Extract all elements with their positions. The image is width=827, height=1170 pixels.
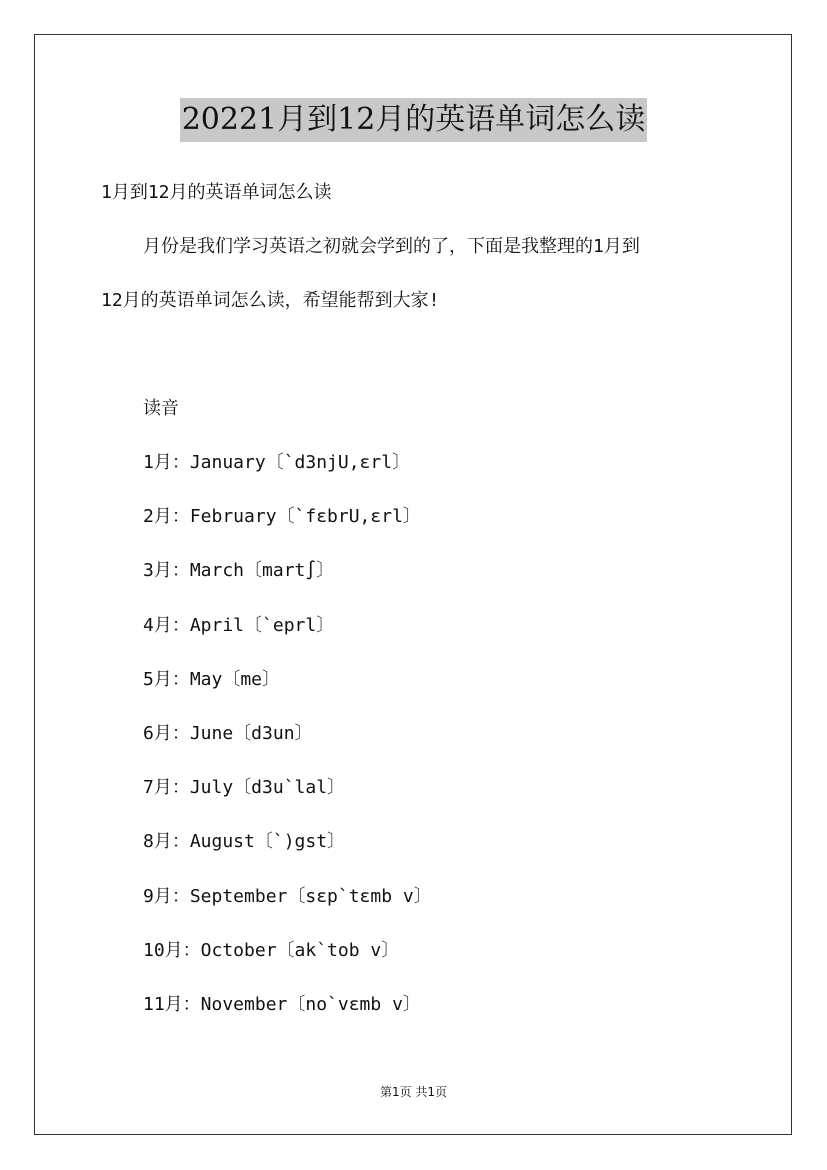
section-heading-pronunciation: 读音: [143, 398, 179, 419]
month-item-october: 10月：October〔ak`tob v〕: [143, 939, 400, 961]
month-item-may: 5月：May〔me〕: [143, 668, 281, 690]
document-subtitle: 1月到12月的英语单词怎么读: [101, 182, 332, 203]
month-item-august: 8月：August〔`)gst〕: [143, 831, 346, 853]
month-item-june: 6月：June〔d3un〕: [143, 722, 313, 744]
month-pronunciation-list: [143, 451, 432, 1047]
month-item-april: 4月：April〔`eprl〕: [143, 614, 335, 636]
document-title: 20221月到12月的英语单词怎么读: [180, 98, 648, 142]
month-item-february: 2月：February〔`fεbrU,εrl〕: [143, 506, 421, 528]
month-item-november: 11月：November〔no`vεmb v〕: [143, 993, 421, 1015]
month-item-july: 7月：July〔d3u`lal〕: [143, 777, 346, 799]
month-item-september: 9月：September〔sεp`tεmb v〕: [143, 885, 432, 907]
intro-paragraph-line-2: 12月的英语单词怎么读，希望能帮到大家!: [101, 290, 440, 311]
intro-paragraph-line-1: 月份是我们学习英语之初就会学到的了，下面是我整理的1月到: [143, 236, 640, 257]
month-item-january: 1月：January〔`d3njU,εrl〕: [143, 452, 411, 473]
month-item-march: 3月：March〔mart∫〕: [143, 560, 335, 582]
title-container: [0, 98, 827, 142]
page-footer: 第1页 共1页: [379, 1085, 448, 1099]
